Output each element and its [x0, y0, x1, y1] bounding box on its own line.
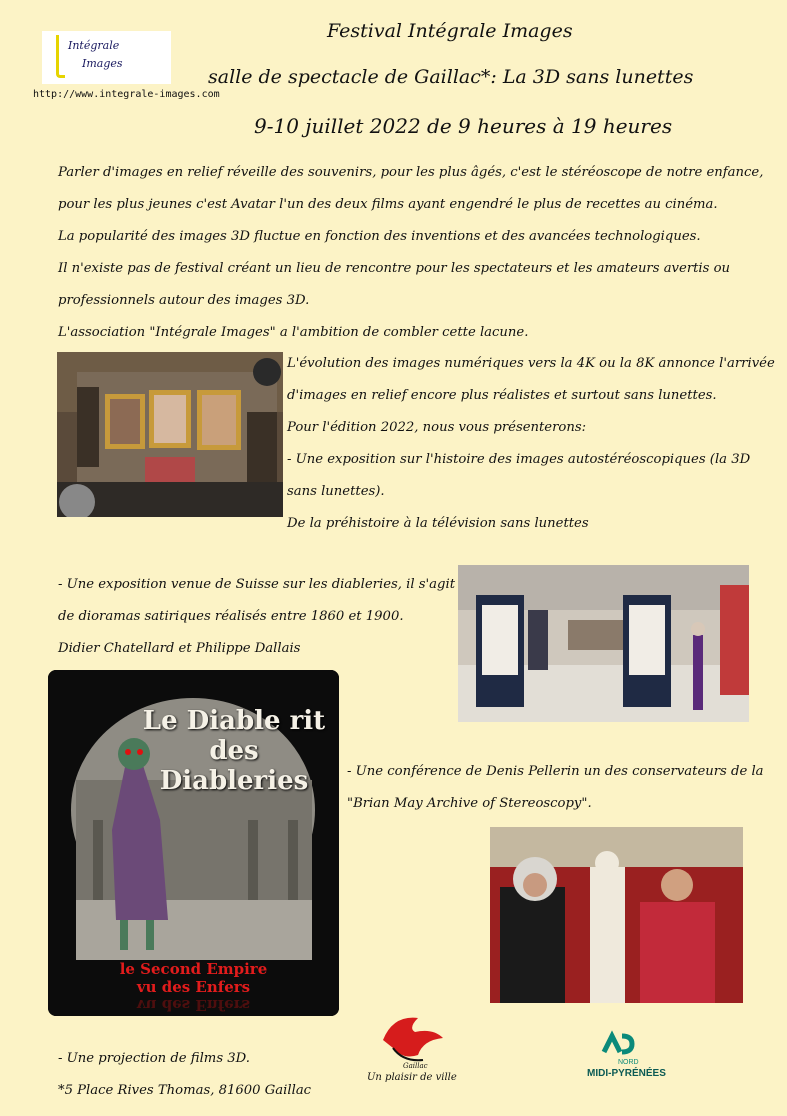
evolution-line: d'images en relief encore plus réalistes et surtout sans lunettes.: [287, 388, 717, 403]
evolution-line: L'évolution des images numériques vers la 4K ou la 8K annonce l'arrivée: [287, 356, 775, 371]
intro-line: Il n'existe pas de festival créant un lieu de rencontre pour les spectateurs et les amateurs avertis ou: [58, 261, 731, 276]
festival-title: Festival Intégrale Images: [327, 20, 573, 42]
poster-subtitle-line1: le Second Empire: [119, 960, 268, 978]
logo-integrale-images: [42, 31, 171, 84]
intro-line: Parler d'images en relief réveille des souvenirs, pour les plus âgés, c'est le stéréoscope de notre enfance,: [58, 165, 764, 180]
logo-mark: [56, 35, 65, 78]
projection-line: - Une projection de films 3D.: [58, 1051, 250, 1066]
diableries-paragraph: [58, 569, 455, 665]
evolution-line: Pour l'édition 2022, nous vous présenterons:: [287, 420, 587, 435]
festival-dates: 9-10 juillet 2022 de 9 heures à 19 heures: [254, 114, 673, 138]
gaillac-logo: [363, 1010, 458, 1100]
evolution-line: - Une exposition sur l'histoire des images autostéréoscopiques (la 3D: [287, 452, 751, 467]
autostereoscopic-exhibit-photo: [57, 352, 283, 517]
conference-paragraph: [347, 756, 764, 820]
conference-photo: [490, 827, 743, 1003]
conference-line: - Une conférence de Denis Pellerin un des conservateurs de la: [347, 764, 764, 779]
logo-text-line2: Images: [82, 57, 123, 70]
exhibition-hall-photo: [458, 565, 749, 722]
intro-line: professionnels autour des images 3D.: [58, 293, 310, 308]
logo-text-line1: Intégrale: [68, 39, 120, 52]
footer-paragraph: [58, 1043, 311, 1107]
intro-paragraph: [58, 157, 763, 349]
poster-subtitle-reflection: vu des Enfers: [136, 996, 251, 1014]
evolution-paragraph: [287, 348, 775, 540]
website-url[interactable]: http://www.integrale-images.com: [33, 89, 220, 100]
credit-agricole-logo: [587, 1030, 670, 1090]
gaillac-bird-icon: [363, 1010, 458, 1070]
credit-agricole-icon: [600, 1030, 636, 1058]
diableries-line: - Une exposition venue de Suisse sur les diableries, il s'agit: [58, 577, 455, 592]
bank-region: MIDI-PYRÉNÉES: [587, 1068, 666, 1079]
intro-line: La popularité des images 3D fluctue en fonction des inventions et des avancées technologiques.: [58, 229, 701, 244]
gaillac-name: Gaillac: [403, 1062, 428, 1070]
diableries-line: de dioramas satiriques réalisés entre 1860 et 1900.: [58, 609, 404, 624]
diableries-poster: [48, 670, 339, 1016]
conference-line: "Brian May Archive of Stereoscopy".: [347, 796, 592, 811]
diableries-line: Didier Chatellard et Philippe Dallais: [58, 641, 301, 656]
poster-title-line2: des Diableries: [159, 736, 309, 796]
intro-line: L'association "Intégrale Images" a l'ambition de combler cette lacune.: [58, 325, 529, 340]
poster-title-line1: Le Diable rit: [142, 706, 326, 736]
address-line: *5 Place Rives Thomas, 81600 Gaillac: [58, 1083, 312, 1098]
evolution-line: sans lunettes).: [287, 484, 385, 499]
festival-subtitle: salle de spectacle de Gaillac*: La 3D sans lunettes: [208, 66, 694, 88]
bank-region-top: NORD: [618, 1059, 639, 1066]
poster-subtitle-line2: vu des Enfers: [136, 978, 251, 996]
gaillac-tagline: Un plaisir de ville: [367, 1072, 457, 1083]
intro-line: pour les plus jeunes c'est Avatar l'un des deux films ayant engendré le plus de recettes au cinéma.: [58, 197, 718, 212]
evolution-line: De la préhistoire à la télévision sans lunettes: [287, 516, 589, 531]
